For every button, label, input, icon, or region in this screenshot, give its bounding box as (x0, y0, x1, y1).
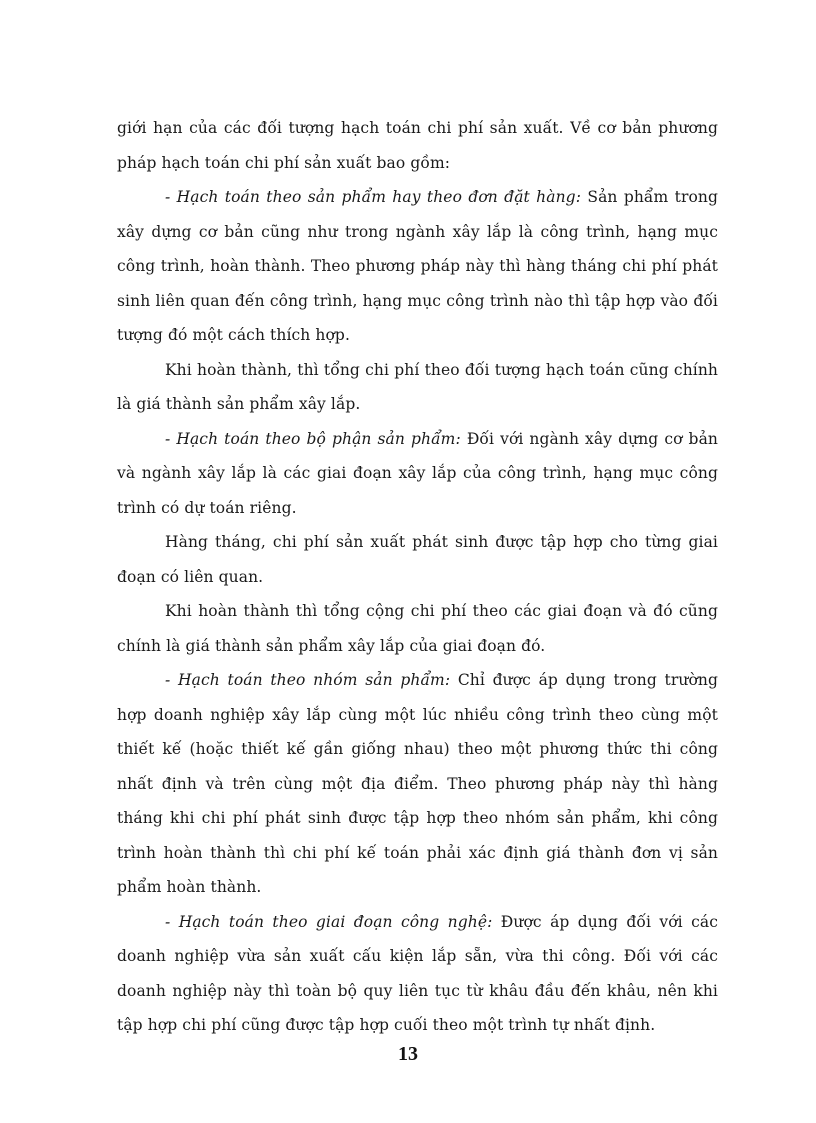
paragraph-text: Hàng tháng, chi phí sản xuất phát sinh được tập hợp cho từng giai đoạn có liên quan. (117, 533, 718, 586)
paragraph-stage-total (117, 594, 718, 663)
paragraph-text: giới hạn của các đối tượng hạch toán chi phí sản xuất. Về cơ bản phương pháp hạch toán chi phí sản xuất bao gồm: (117, 119, 718, 172)
method-heading: - Hạch toán theo giai đoạn công nghệ: (165, 912, 493, 931)
method-heading: - Hạch toán theo bộ phận sản phẩm: (165, 429, 461, 448)
paragraph-monthly-costs (117, 525, 718, 594)
paragraph-intro (117, 111, 718, 180)
paragraph-text: Sản phẩm trong xây dựng cơ bản cũng như trong ngành xây lắp là công trình, hạng mục công trình, hoàn thành. Theo phương pháp này thì hàng tháng chi phí phát sinh liên quan đến công trình, hạng mục công trình nào thì tập hợp vào đối tượng đó một cách thích hợp. (117, 188, 718, 344)
paragraph-method-by-part (117, 422, 718, 526)
paragraph-text: Đối với ngành xây dựng cơ bản và ngành xây lắp là các giai đoạn xây lắp của công trình, hạng mục công trình có dự toán riêng. (117, 429, 718, 517)
paragraph-completion-cost (117, 353, 718, 422)
page-number: 13 (398, 1043, 418, 1065)
document-page (117, 111, 718, 1043)
method-heading: - Hạch toán theo nhóm sản phẩm: (165, 671, 451, 689)
paragraph-method-by-stage (117, 905, 718, 1043)
paragraph-method-by-order (117, 180, 718, 353)
paragraph-method-by-group (117, 663, 718, 905)
paragraph-text: Khi hoàn thành, thì tổng chi phí theo đối tượng hạch toán cũng chính là giá thành sản phẩm xây lắp. (117, 360, 718, 413)
paragraph-text: Được áp dụng đối với các doanh nghiệp vừa sản xuất cấu kiện lắp sẵn, vừa thi công. Đối với các doanh nghiệp này thì toàn bộ quy liên tục từ khâu đầu đến khâu, nên khi tập hợp chi phí cũng được tập hợp cuối theo một trình tự nhất định. (117, 912, 718, 1034)
paragraph-text: Chỉ được áp dụng trong trường hợp doanh nghiệp xây lắp cùng một lúc nhiều công trình theo cùng một thiết kế (hoặc thiết kế gần giống nhau) theo một phương thức thi công nhất định và trên cùng một địa điểm. Theo phương pháp này thì hàng tháng khi chi phí phát sinh được tập hợp theo nhóm sản phẩm, khi công trình hoàn thành thì chi phí kế toán phải xác định giá thành đơn vị sản phẩm hoàn thành. (117, 671, 718, 896)
paragraph-text: Khi hoàn thành thì tổng cộng chi phí theo các giai đoạn và đó cũng chính là giá thành sản phẩm xây lắp của giai đoạn đó. (117, 602, 718, 655)
method-heading: - Hạch toán theo sản phẩm hay theo đơn đặt hàng: (165, 188, 582, 206)
